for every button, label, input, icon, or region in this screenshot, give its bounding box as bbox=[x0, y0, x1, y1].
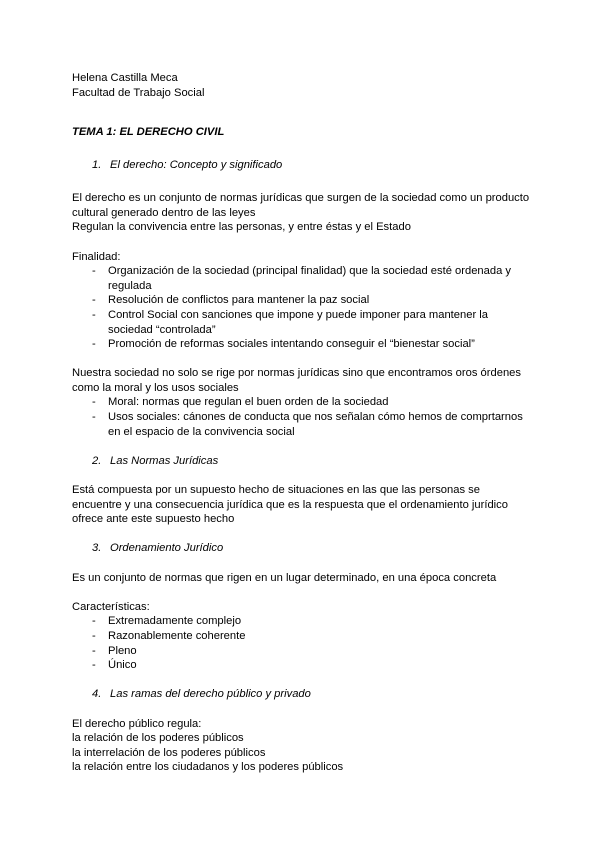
paragraph-line: la relación de los poderes públicos bbox=[72, 732, 244, 745]
paragraph-line: Es un conjunto de normas que rigen en un lugar determinado, en una época concreta bbox=[72, 571, 497, 584]
section-heading-2 bbox=[72, 454, 534, 469]
paragraph-line: Nuestra sociedad no solo se rige por normas jurídicas sino que encontramos oros órdenes bbox=[72, 367, 521, 380]
faculty-name: Facultad de Trabajo Social bbox=[72, 86, 205, 99]
section-title: El derecho: Concepto y significado bbox=[110, 158, 283, 171]
list-item: - Control Social con sanciones que impone y puede imponer para mantener la sociedad “controlada” bbox=[92, 308, 488, 336]
list-item: - Único bbox=[92, 659, 137, 672]
section-title: Las Normas Jurídicas bbox=[110, 454, 219, 467]
document-title: TEMA 1: EL DERECHO CIVIL bbox=[72, 125, 225, 138]
caracteristicas-label: Características: bbox=[72, 600, 150, 613]
section-heading-4 bbox=[72, 687, 534, 702]
finalidad-label: Finalidad: bbox=[72, 250, 121, 263]
paragraph-line: ofrece ante este supuesto hecho bbox=[72, 513, 235, 526]
ordenes-list bbox=[72, 395, 534, 439]
section-number: 3. bbox=[92, 542, 102, 555]
paragraph-line: encuentre y una consecuencia jurídica que es la respuesta que el ordenamiento jurídico bbox=[72, 498, 508, 511]
section-number: 4. bbox=[92, 688, 102, 701]
list-item: - Resolución de conflictos para mantener la paz social bbox=[92, 294, 370, 307]
document-page bbox=[72, 71, 534, 775]
list-item: - Razonablemente coherente bbox=[92, 629, 246, 642]
paragraph-line: la relación entre los ciudadanos y los poderes públicos bbox=[72, 761, 344, 774]
caracteristicas-list bbox=[72, 614, 534, 672]
paragraph-line: El derecho público regula: bbox=[72, 717, 202, 730]
paragraph-line: cultural generado dentro de las leyes bbox=[72, 206, 256, 219]
list-item: - Usos sociales: cánones de conducta que nos señalan cómo hemos de comprtarnos en el espacio de la convivencia social bbox=[92, 411, 523, 438]
list-item: - Extremadamente complejo bbox=[92, 615, 242, 628]
section-number: 1. bbox=[92, 158, 102, 171]
list-item: - Promoción de reformas sociales intentando conseguir el “bienestar social” bbox=[92, 338, 475, 351]
finalidad-list bbox=[72, 264, 534, 352]
list-item: - Pleno bbox=[92, 644, 137, 657]
list-item: - Organización de la sociedad (principal finalidad) que la sociedad esté ordenada y regulada bbox=[92, 265, 512, 292]
section-number: 2. bbox=[92, 454, 102, 467]
paragraph-line: la interrelación de los poderes públicos bbox=[72, 746, 266, 759]
paragraph-line: como la moral y los usos sociales bbox=[72, 381, 239, 394]
section-title: Ordenamiento Jurídico bbox=[110, 542, 224, 555]
section-title: Las ramas del derecho público y privado bbox=[110, 688, 311, 701]
section-heading-3 bbox=[72, 541, 534, 556]
paragraph-line: Regulan la convivencia entre las personas, y entre éstas y el Estado bbox=[72, 221, 411, 234]
paragraph-line: El derecho es un conjunto de normas jurídicas que surgen de la sociedad como un producto bbox=[72, 192, 530, 205]
section-heading-1 bbox=[72, 158, 534, 173]
paragraph-line: Está compuesta por un supuesto hecho de situaciones en las que las personas se bbox=[72, 484, 480, 497]
list-item: - Moral: normas que regulan el buen orden de la sociedad bbox=[92, 396, 389, 409]
author-name: Helena Castilla Meca bbox=[72, 72, 178, 84]
